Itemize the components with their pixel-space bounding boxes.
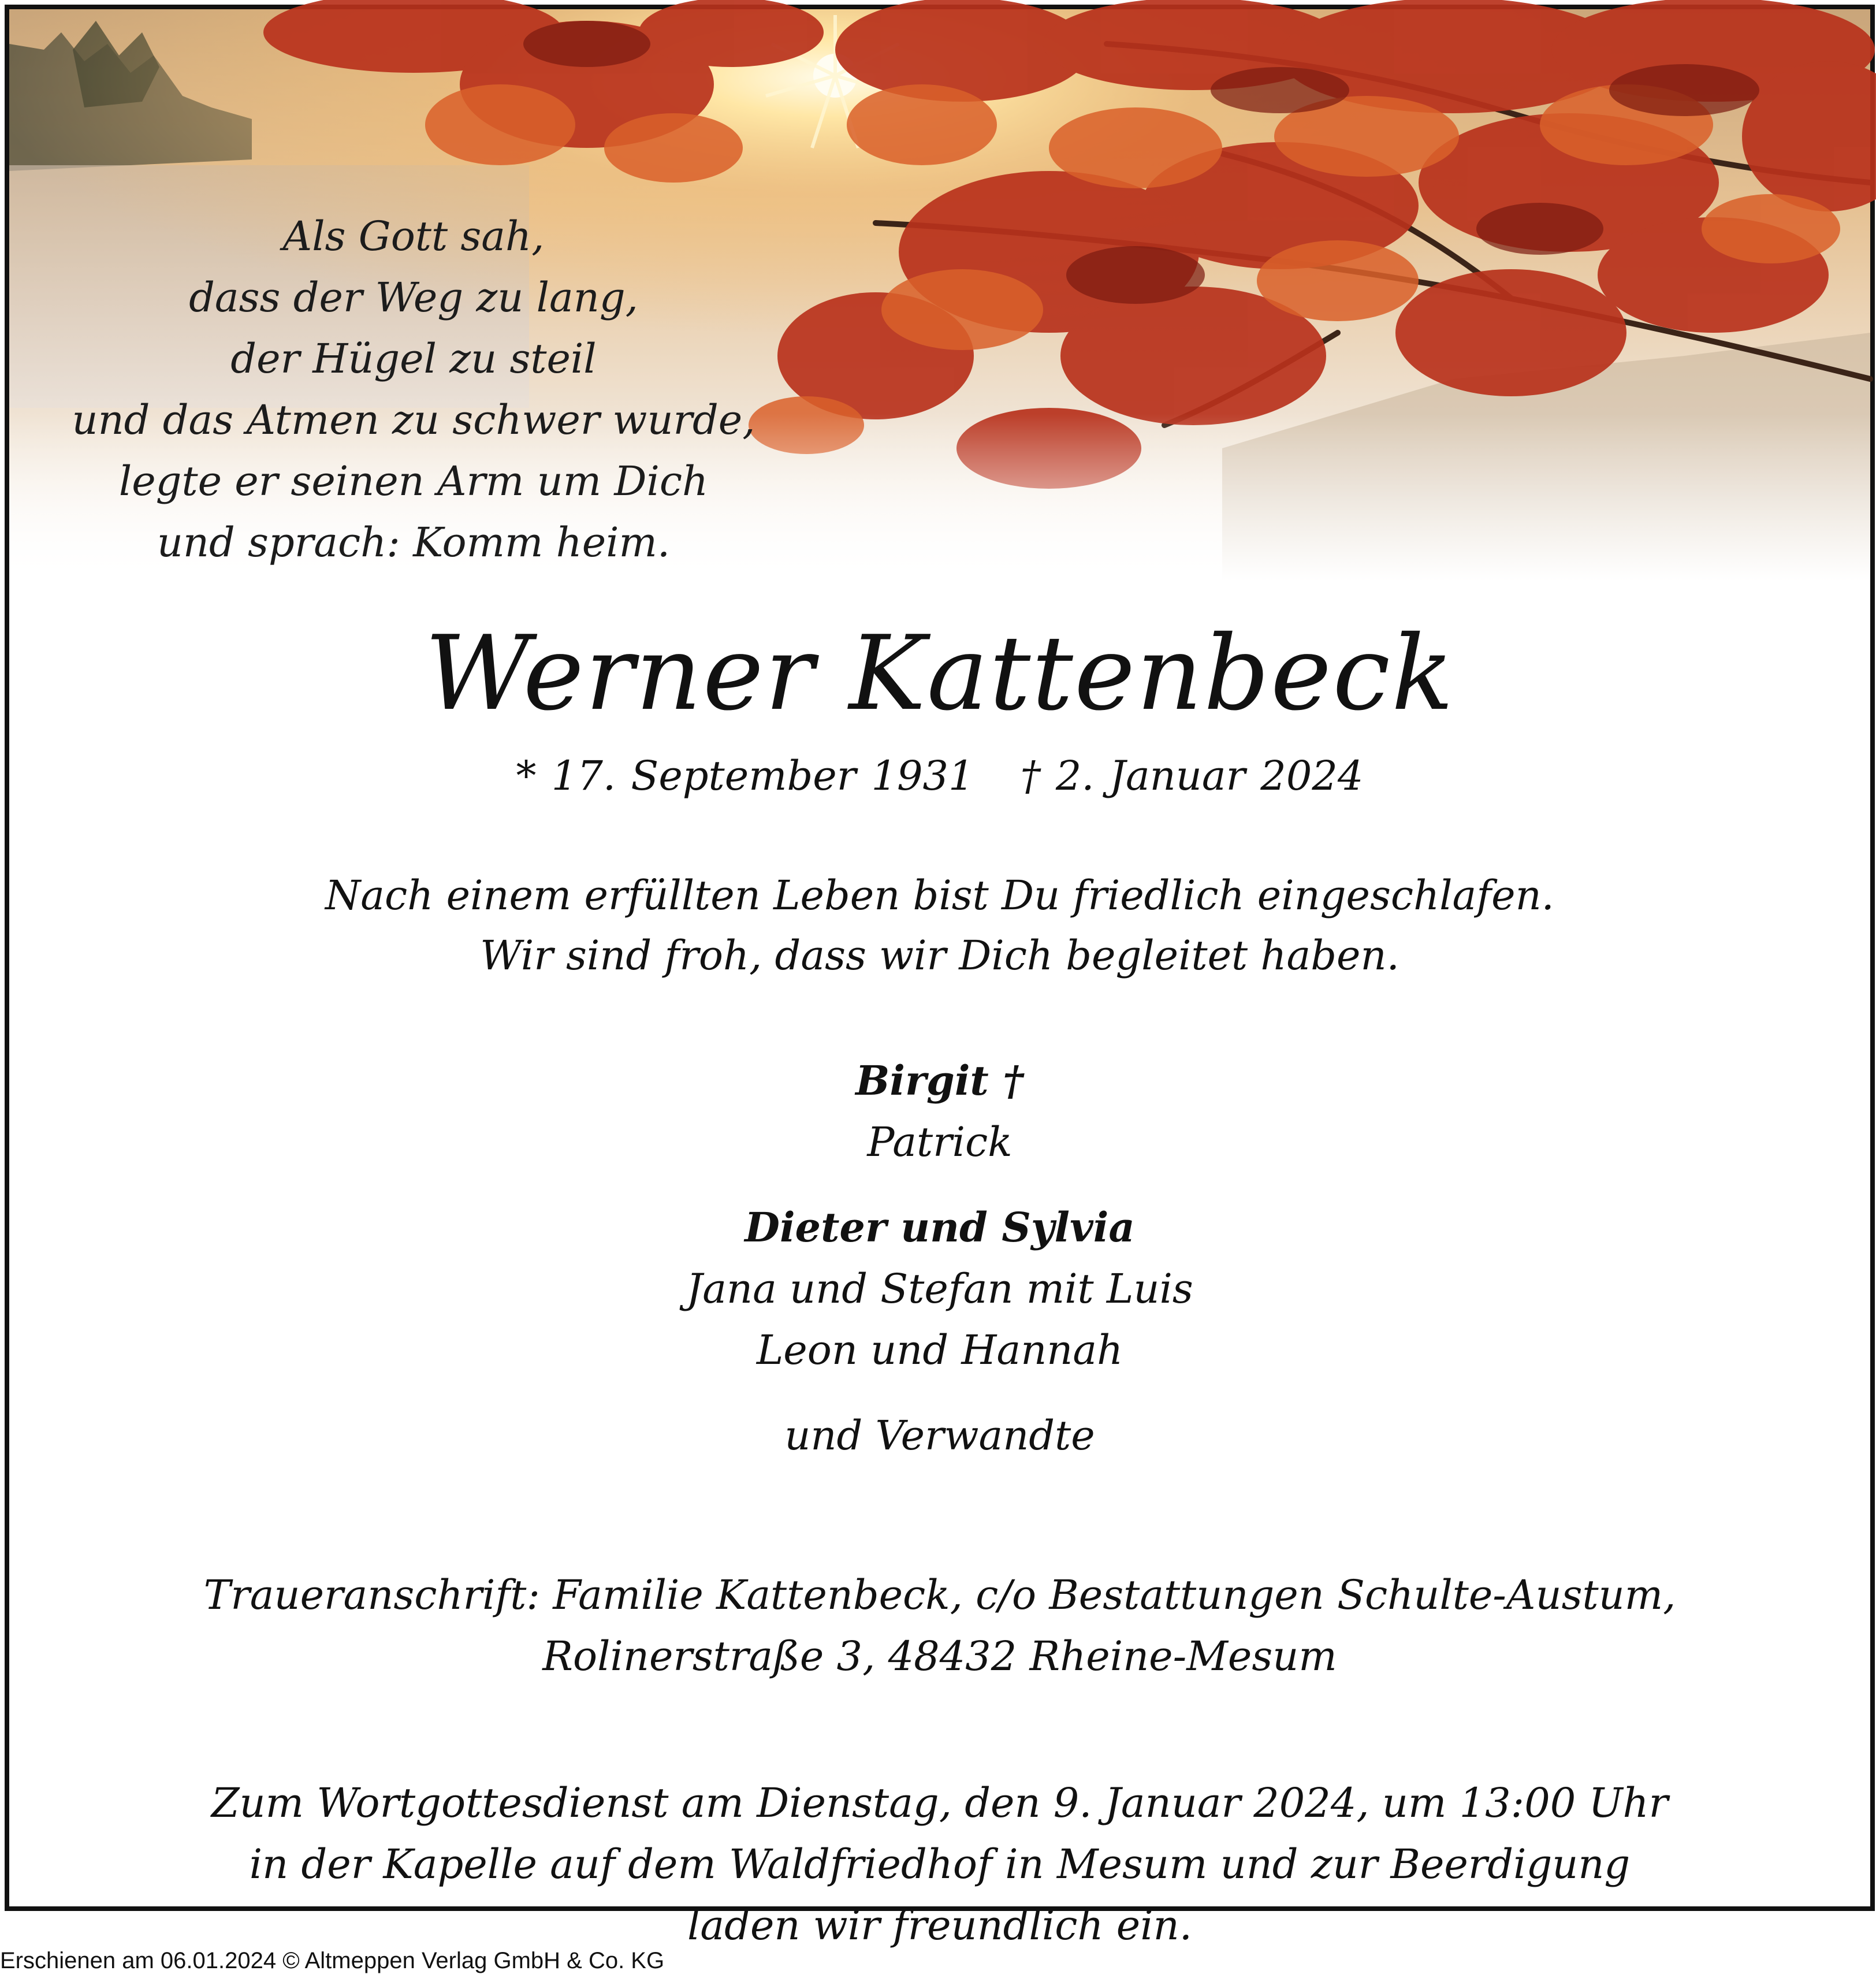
- life-dates: [9, 750, 1870, 802]
- obituary-content: [9, 610, 1870, 1956]
- service-line: in der Kapelle auf dem Waldfriedhof in Mesum und zur Beerdigung: [249, 1841, 1631, 1888]
- poem: [27, 206, 801, 573]
- mourners-list: [9, 1050, 1870, 1466]
- relatives-line: und Verwandte: [784, 1412, 1095, 1459]
- tribute-line: Nach einem erfüllten Leben bist Du friedlich eingeschlafen.: [325, 872, 1554, 919]
- birth-date: * 17. September 1931: [516, 752, 974, 800]
- service-line: laden wir freundlich ein.: [687, 1902, 1192, 1949]
- mourning-address: [9, 1564, 1870, 1687]
- service-invitation: [9, 1772, 1870, 1956]
- service-line: Zum Wortgottesdienst am Dienstag, den 9. Januar 2024, um 13:00 Uhr: [211, 1779, 1669, 1827]
- poem-line: Als Gott sah,: [282, 213, 545, 260]
- tribute-line: Wir sind froh, dass wir Dich begleitet haben.: [480, 932, 1399, 979]
- mourner-group2-head: Dieter und Sylvia: [745, 1203, 1135, 1251]
- mourner-name: Jana und Stefan mit Luis: [686, 1265, 1193, 1313]
- mourner-name: Leon und Hannah: [756, 1326, 1123, 1374]
- poem-line: und das Atmen zu schwer wurde,: [72, 396, 755, 444]
- poem-line: legte er seinen Arm um Dich: [118, 458, 709, 505]
- hero-image-autumn-leaves: [9, 9, 1870, 581]
- address-line: Rolinerstraße 3, 48432 Rheine-Mesum: [542, 1633, 1337, 1680]
- death-date: † 2. Januar 2024: [1020, 752, 1364, 800]
- poem-line: dass der Weg zu lang,: [189, 274, 638, 321]
- address-line: Traueranschrift: Familie Kattenbeck, c/o Bestattungen Schulte-Austum,: [203, 1571, 1676, 1619]
- deceased-name: Werner Kattenbeck: [425, 614, 1455, 733]
- obituary-frame: [5, 5, 1875, 1949]
- tribute-text: [9, 865, 1870, 986]
- publication-footer: Erschienen am 06.01.2024 © Altmeppen Verlag GmbH & Co. KG: [0, 1948, 665, 1973]
- mourner-name: Patrick: [867, 1118, 1013, 1166]
- poem-line: und sprach: Komm heim.: [157, 519, 671, 566]
- poem-line: der Hügel zu steil: [230, 335, 597, 382]
- mourner-group1-head: Birgit †: [855, 1057, 1024, 1105]
